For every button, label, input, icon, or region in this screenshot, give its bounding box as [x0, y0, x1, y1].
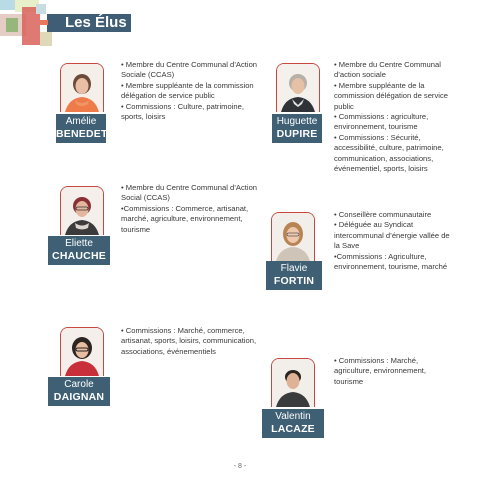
member-last-name: FORTIN	[273, 275, 315, 287]
page-title: Les Élus	[65, 14, 127, 31]
member-photo	[271, 358, 315, 407]
member-first-name: Eliette	[65, 238, 93, 249]
member-last-name: DAIGNAN	[53, 391, 105, 403]
description-line: • Commissions : Sécurité, accessibilité, culture, patrimoine, communication, associations, événementiel, sports, loisirs	[334, 132, 444, 174]
member-name-badge	[48, 377, 110, 406]
decor-square	[36, 4, 46, 14]
description-line: •Commissions : Commerce, artisanat, marché, agriculture, environnement, tourisme	[121, 203, 249, 234]
decor-square	[0, 0, 15, 10]
page-number: - 8 -	[233, 463, 247, 470]
member-first-name: Huguette	[276, 116, 318, 127]
member-first-name: Carole	[64, 379, 94, 390]
member-name-badge	[266, 261, 322, 290]
member-name-badge	[262, 409, 324, 438]
description-line: • Déléguée au Syndicat intercommunal d’énergie vallée de la Save	[334, 220, 450, 251]
member-photo	[271, 212, 315, 261]
description-line: •Commissions : Agriculture, environnement, tourisme, marché	[334, 251, 448, 272]
member-description	[121, 60, 261, 122]
description-line: • Membre suppléante de la commission délégation de service public	[121, 80, 254, 101]
member-last-name: BENEDET	[56, 128, 108, 140]
member-first-name: Amélie	[65, 116, 97, 127]
member-last-name: CHAUCHE	[52, 250, 106, 262]
description-line: • Membre du Centre Communal d’action sociale	[334, 60, 441, 80]
member-photo	[60, 186, 104, 235]
description-line: • Commissions : agriculture, environnement, tourisme	[334, 112, 429, 132]
decor-square	[40, 32, 52, 46]
member-photo	[60, 63, 104, 112]
member-name-badge	[272, 114, 322, 143]
member-photo	[276, 63, 320, 112]
member-photo	[60, 327, 104, 376]
decor-square	[6, 18, 18, 32]
member-description	[121, 183, 261, 235]
description-line: • Commissions : Marché, agriculture, environnement, tourisme	[334, 356, 427, 386]
member-description	[334, 356, 452, 387]
member-last-name: DUPIRE	[276, 128, 318, 140]
description-line: • Membre suppléante de la commission délégation de service public	[334, 80, 448, 111]
description-line: • Membre du Centre Communal d’Action Sociale (CCAS)	[121, 60, 258, 80]
description-line: • Commissions : Marché, commerce, artisanat, sports, loisirs, communication, associations, événementiels	[121, 326, 257, 356]
page-header	[0, 0, 480, 48]
member-first-name: Flavie	[280, 263, 308, 274]
member-name-badge	[56, 114, 106, 143]
member-description	[121, 326, 261, 357]
description-line: • Commissions : Culture, patrimoine, sports, loisirs	[121, 101, 244, 122]
member-description	[334, 60, 452, 174]
member-name-badge	[48, 236, 110, 265]
description-line: • Conseillère communautaire	[334, 210, 432, 219]
member-description	[334, 210, 452, 272]
description-line: • Membre du Centre Communal d’Action Social (CCAS)	[121, 183, 258, 203]
member-first-name: Valentin	[275, 411, 311, 422]
member-last-name: LACAZE	[271, 423, 315, 435]
title-dash	[40, 20, 48, 25]
